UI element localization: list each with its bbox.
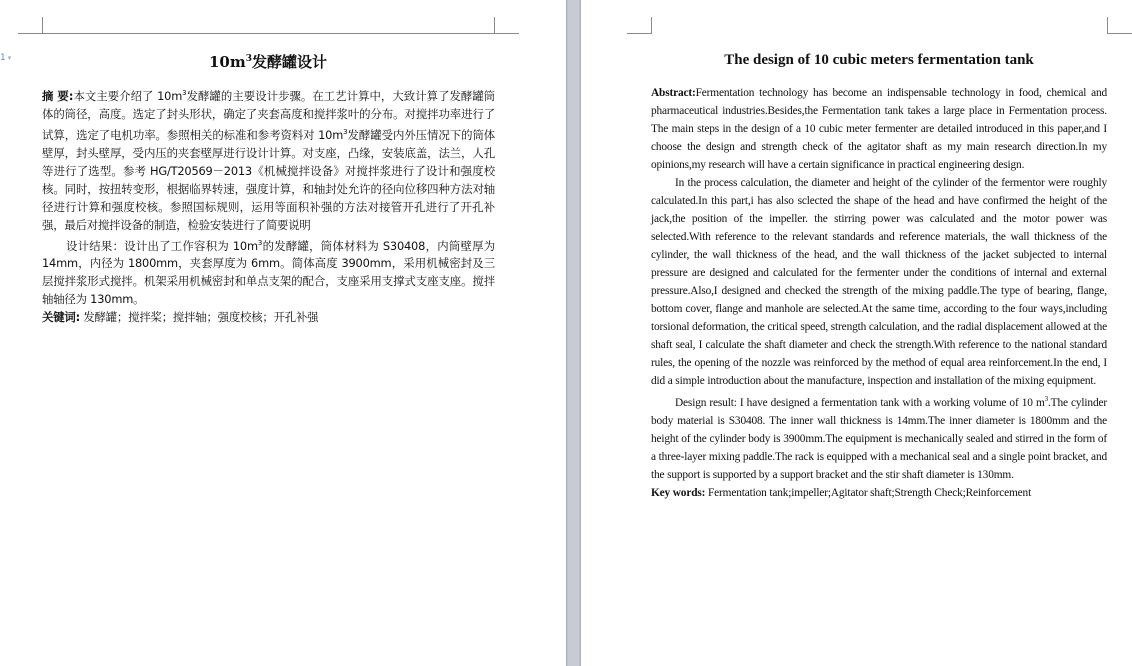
design-result-paragraph: 设计结果：设计出了工作容积为 $10m^3$的发酵罐，筒体材料为 S30408，内筒壁厚为 14mm，内径为 1800mm，夹套厚度为 6mm。简体高度 3900mm，采用机械密封及三层搅拌浆形式搅拌。机架采用机械密封和单点支架的配合，支座采用支撑式支座支座。搅拌轴轴径为 130mm。: [42, 238, 495, 307]
margin-marker[interactable]: 1 ▾: [0, 53, 12, 63]
crop-mark-top-right: [1107, 17, 1132, 34]
keywords-paragraph: 关键词: 发酵罐；搅拌桨；搅拌轴；强度校核；开孔补强: [42, 310, 319, 325]
caret-down-icon: ▾: [7, 54, 12, 62]
english-abstract: [651, 84, 1107, 502]
right-document-page[interactable]: [581, 0, 1132, 666]
process-calculation-paragraph: In the process calculation, the diameter and height of the cylinder of the fermentor were roughly calculated.In this part,i has also sclected the shape of the head and have confirmed the height of the jack,the position of the impeller. the stirring power was calculated and the motor power was selected.With reference to the relevant standards and reference materials, the wall thickness of the cylinder, the wall thickness of the head, and the wall thickness of the jacket subjected to internal pressure are designed and calculated for the fermenter under the conditions of internal and external pressure.Also,I designed and checked the strength of the mixing paddle.The type of bearing, flange, bottom cover, flange and manhole are selected.At the same time, according to the four ways,including torsional deformation, the critical speed, strength calculation, and the radial displacement allowed at the shaft seal, I calculate the shaft diameter and check the strength.With reference to the national standard rules, the opening of the nozzle was reinforced by the method of equal area reinforcement.In the end, I did a simple introduction about the manufacture, inspection and installation of the mixing equipment.: [651, 177, 1107, 387]
chinese-abstract: [42, 84, 495, 326]
keywords-label: 关键词:: [42, 310, 80, 325]
abstract-label: 摘 要:: [42, 88, 74, 103]
keywords-paragraph: Key words: Fermentation tank;impeller;Agitator shaft;Strength Check;Reinforcement: [651, 486, 1032, 499]
english-title: The design of 10 cubic meters fermentation tank: [724, 52, 1034, 68]
keywords-label: Key words:: [651, 486, 706, 499]
design-result-paragraph: Design result: I have designed a fermentation tank with a working volume of 10 $m^3.The$ cylinder body material is S30408. The inner wall thickness is 14mm.The inner diameter is 1800mm and the height of the cylinder body is 3900mm.The equipment is mechanically sealed and stirred in the form of a three-layer mixing paddle.The rack is equipped with a mechanical seal and a single point bracket, and the support is supported by a support bracket and the stir shaft diameter is 130mm.: [651, 395, 1107, 481]
header-line: [42, 33, 494, 34]
chinese-title: $10m^3$发酵罐设计: [208, 53, 328, 71]
crop-mark-top-left: [627, 17, 652, 34]
crop-mark-top-right: [494, 17, 519, 34]
abstract-label: Abstract:: [651, 87, 696, 99]
crop-mark-top-left: [18, 17, 43, 34]
chinese-abstract-paragraph: 摘 要:本文主要介绍了 $10m^3$发酵罐的主要设计步骤。在工艺计算中，大致计算了发酵罐筒体的筒径，高度。选定了封头形状，确定了夹套高度和搅拌浆叶的分布。对搅拌功率进行了试算，选定了电机功率。参照相关的标准和参考资料对 $10m^3$发酵罐受内外压情况下的筒体壁厚，封头壁厚，受内压的夹套壁厚进行设计计算。对支座，凸缘，安装底盖，法兰，人孔等进行了选型。参考 HG/T20569－2013《机械搅拌设备》对搅拌浆进行了设计和强度校核。同时，按扭转变形，根据临界转速，强度计算，和轴封处允许的径向位移四种方法对轴径进行计算和强度校核。参照国标规则，运用等面积补强的方法对接管开孔进行了开孔补强，最后对搅拌设备的制造，检验安装进行了简要说明: [42, 88, 495, 232]
english-abstract-paragraph: Abstract:Fermentation technology has become an indispensable technology in food, chemical and pharmaceutical industries.Besides,the Fermentation tank takes a large place in Fermentation process. The main steps in the design of a 10 cubic meter fermenter are detailed introduced in this paper,and I choose the design and strength check of the agitator shaft as my main research direction.In my opinions,my research will have a certain significance in practical engineering design.: [651, 87, 1107, 171]
page-gutter: [566, 0, 581, 666]
